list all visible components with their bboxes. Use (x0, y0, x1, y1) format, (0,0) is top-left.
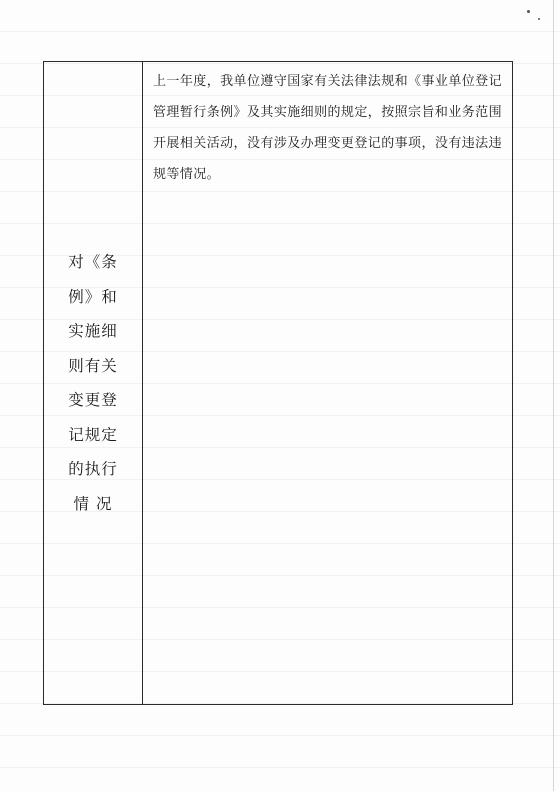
content-cell (143, 62, 512, 704)
form-table (43, 61, 513, 705)
scan-speck (538, 18, 540, 20)
row-label: 对《条 例》和 实施细 则有关 变更登 记规定 的执行 情 况 (68, 253, 118, 513)
row-content: 上一年度，我单位遵守国家有关法律法规和《事业单位登记管理暂行条例》及其实施细则的规定，按照宗旨和业务范围开展相关活动，没有涉及办理变更登记的事项，没有违法违规等情况。 (153, 74, 502, 182)
scan-speck (527, 10, 530, 13)
label-cell (44, 62, 143, 704)
page-edge (553, 0, 554, 791)
